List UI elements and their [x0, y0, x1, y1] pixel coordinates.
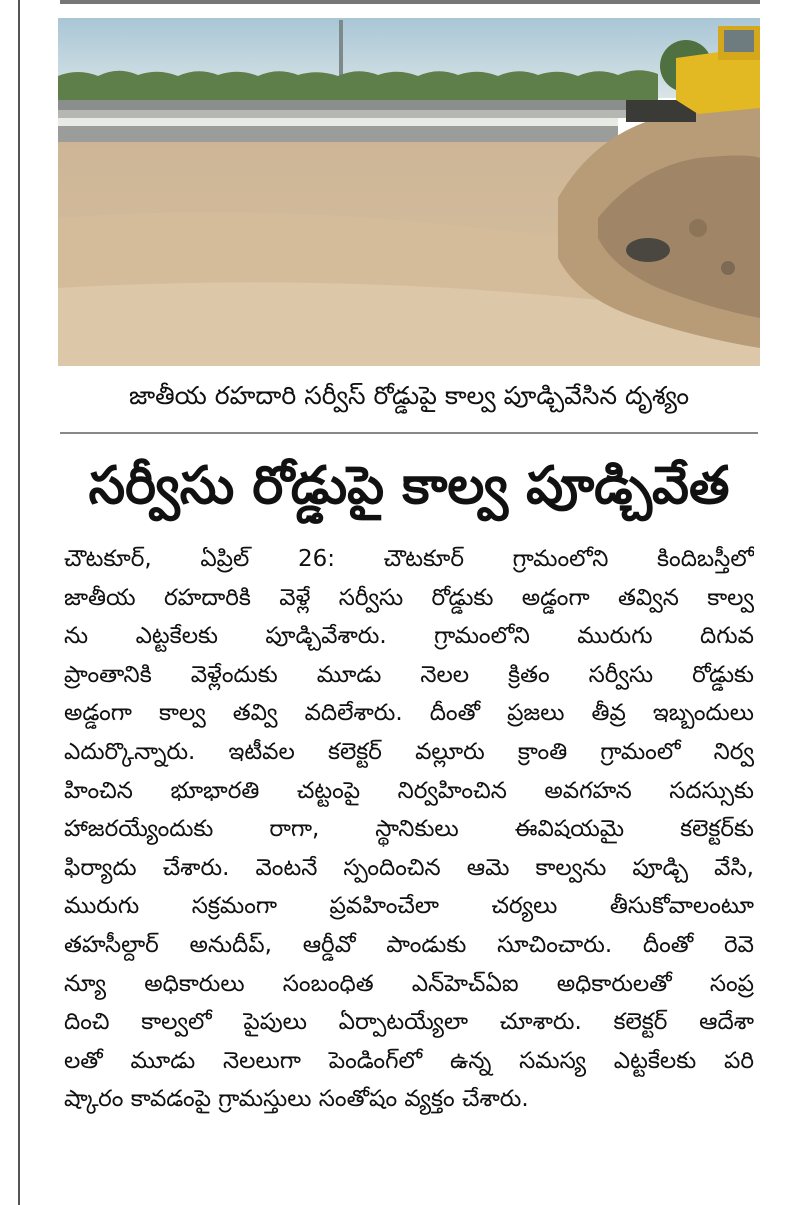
body-line: చౌటకూర్, ఏప్రిల్ 26: చౌటకూర్ గ్రామంలోని కిందిబస్తీలో	[64, 546, 754, 572]
article-headline: సర్వీసు రోడ్డుపై కాల్వ పూడ్చివేత	[88, 456, 730, 516]
body-line: ఎదుర్కొన్నారు. ఇటీవల కలెక్టర్ వల్లూరు క్రాంతి గ్రామంలో నిర్వ	[64, 738, 754, 765]
body-line: న్యూ అధికారులు సంబంధిత ఎన్‌హెచ్ఏఐ అధికారులతో సంప్ర	[64, 970, 754, 997]
caption-divider	[60, 432, 758, 434]
body-line: జాతీయ రహదారికి వెళ్లే సర్వీసు రోడ్డుకు అడ్డంగా తవ్విన కాల్వ	[64, 584, 754, 611]
photo-caption: జాతీయ రహదారి సర్వీస్ రోడ్డుపై కాల్వ పూడ్చివేసిన దృశ్యం	[128, 381, 690, 410]
body-line: ను ఎట్టకేలకు పూడ్చివేశారు. గ్రామంలోని మురుగు దిగువ	[64, 623, 754, 650]
body-line: ప్రాంతానికి వెళ్లేందుకు మూడు నెలల క్రితం సర్వీసు రోడ్డుకు	[64, 661, 754, 688]
body-line: ష్కారం కావడంపై గ్రామస్తులు సంతోషం వ్యక్తం చేశారు.	[64, 1086, 529, 1113]
body-line: హించిన భూభారతి చట్టంపై నిర్వహించిన అవగహన సదస్సుకు	[64, 777, 754, 804]
body-line: అడ్డంగా కాల్వ తవ్వి వదిలేశారు. దీంతో ప్రజలు తీవ్ర ఇబ్బందులు	[64, 700, 754, 727]
body-line: హాజరయ్యేందుకు రాగా, స్థానికులు ఈవిషయమై కలెక్టర్‌కు	[64, 816, 754, 843]
column-divider	[18, 0, 20, 1205]
article-photo	[58, 18, 760, 366]
body-line: దించి కాల్వలో పైపులు ఏర్పాటయ్యేలా చూశారు. కలెక్టర్ ఆదేశా	[64, 1009, 754, 1036]
body-line: ఫిర్యాదు చేశారు. వెంటనే స్పందించిన ఆమె కాల్వను పూడ్చి వేసి,	[64, 854, 754, 881]
article-body	[64, 540, 754, 1119]
body-line: తహసీల్దార్ అనుదీప్, ఆర్డీవో పాండుకు సూచించారు. దీంతో రెవె	[64, 931, 754, 958]
body-line: మురుగు సక్రమంగా ప్రవహించేలా చర్యలు తీసుకోవాలంటూ	[64, 893, 754, 920]
top-divider	[60, 0, 760, 4]
body-line: లతో మూడు నెలలుగా పెండింగ్‌లో ఉన్న సమస్య ఎట్టకేలకు పరి	[64, 1047, 754, 1074]
